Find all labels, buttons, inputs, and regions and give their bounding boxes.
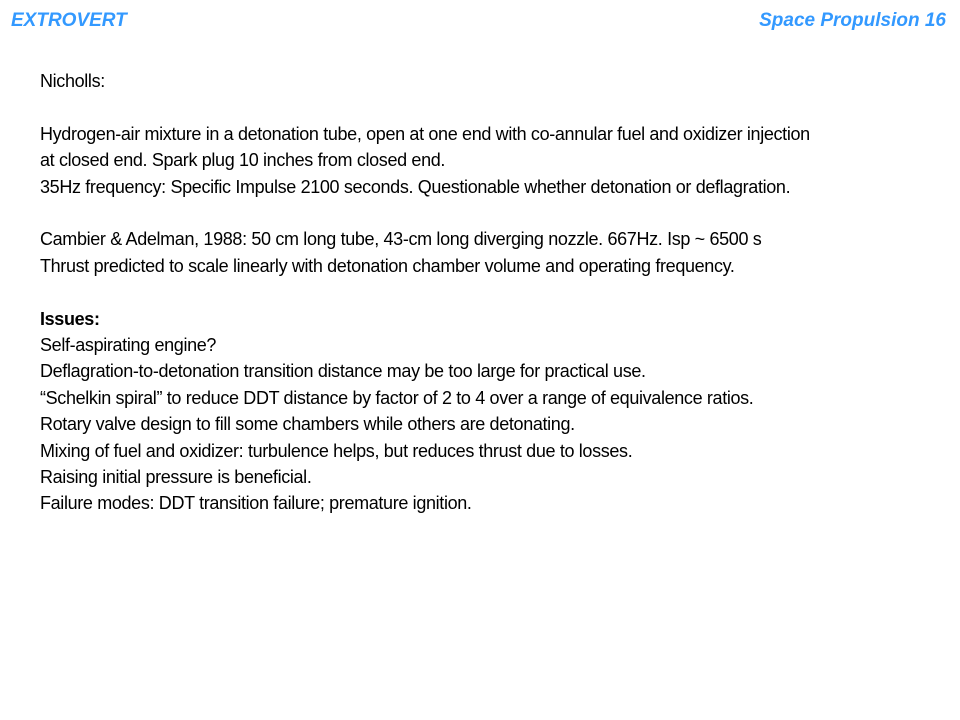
issue-item-6: Raising initial pressure is beneficial. — [40, 467, 312, 488]
header-left-title: EXTROVERT — [11, 10, 127, 31]
spacer — [40, 200, 950, 226]
author-label: Nicholls: — [40, 71, 105, 91]
issue-item-1: Self-aspirating engine? — [40, 335, 217, 356]
nicholls-line-3: 35Hz frequency: Specific Impulse 2100 seconds. Questionable whether detonation or deflagration. — [40, 176, 791, 197]
nicholls-line-1: Hydrogen-air mixture in a detonation tube, open at one end with co-annular fuel and oxidizer injection — [40, 123, 810, 144]
spacer — [40, 94, 950, 120]
issue-item-7: Failure modes: DDT transition failure; premature ignition. — [40, 493, 472, 514]
issue-item-3: “Schelkin spiral” to reduce DDT distance by factor of 2 to 4 over a range of equivalence ratios. — [40, 387, 754, 408]
slide-body — [40, 68, 950, 517]
nicholls-line-2: at closed end. Spark plug 10 inches from closed end. — [40, 150, 446, 171]
issue-item-5: Mixing of fuel and oxidizer: turbulence helps, but reduces thrust due to losses. — [40, 440, 633, 461]
cambier-line-1: Cambier & Adelman, 1988: 50 cm long tube, 43-cm long diverging nozzle. 667Hz. Isp ~ 6500 s — [40, 229, 762, 250]
issue-item-4: Rotary valve design to fill some chambers while others are detonating. — [40, 414, 575, 435]
issue-item-2: Deflagration-to-detonation transition distance may be too large for practical use. — [40, 361, 646, 382]
spacer — [40, 279, 950, 305]
header-right-title: Space Propulsion 16 — [759, 10, 946, 31]
issues-heading: Issues: — [40, 308, 100, 329]
cambier-line-2: Thrust predicted to scale linearly with detonation chamber volume and operating frequency. — [40, 255, 735, 276]
